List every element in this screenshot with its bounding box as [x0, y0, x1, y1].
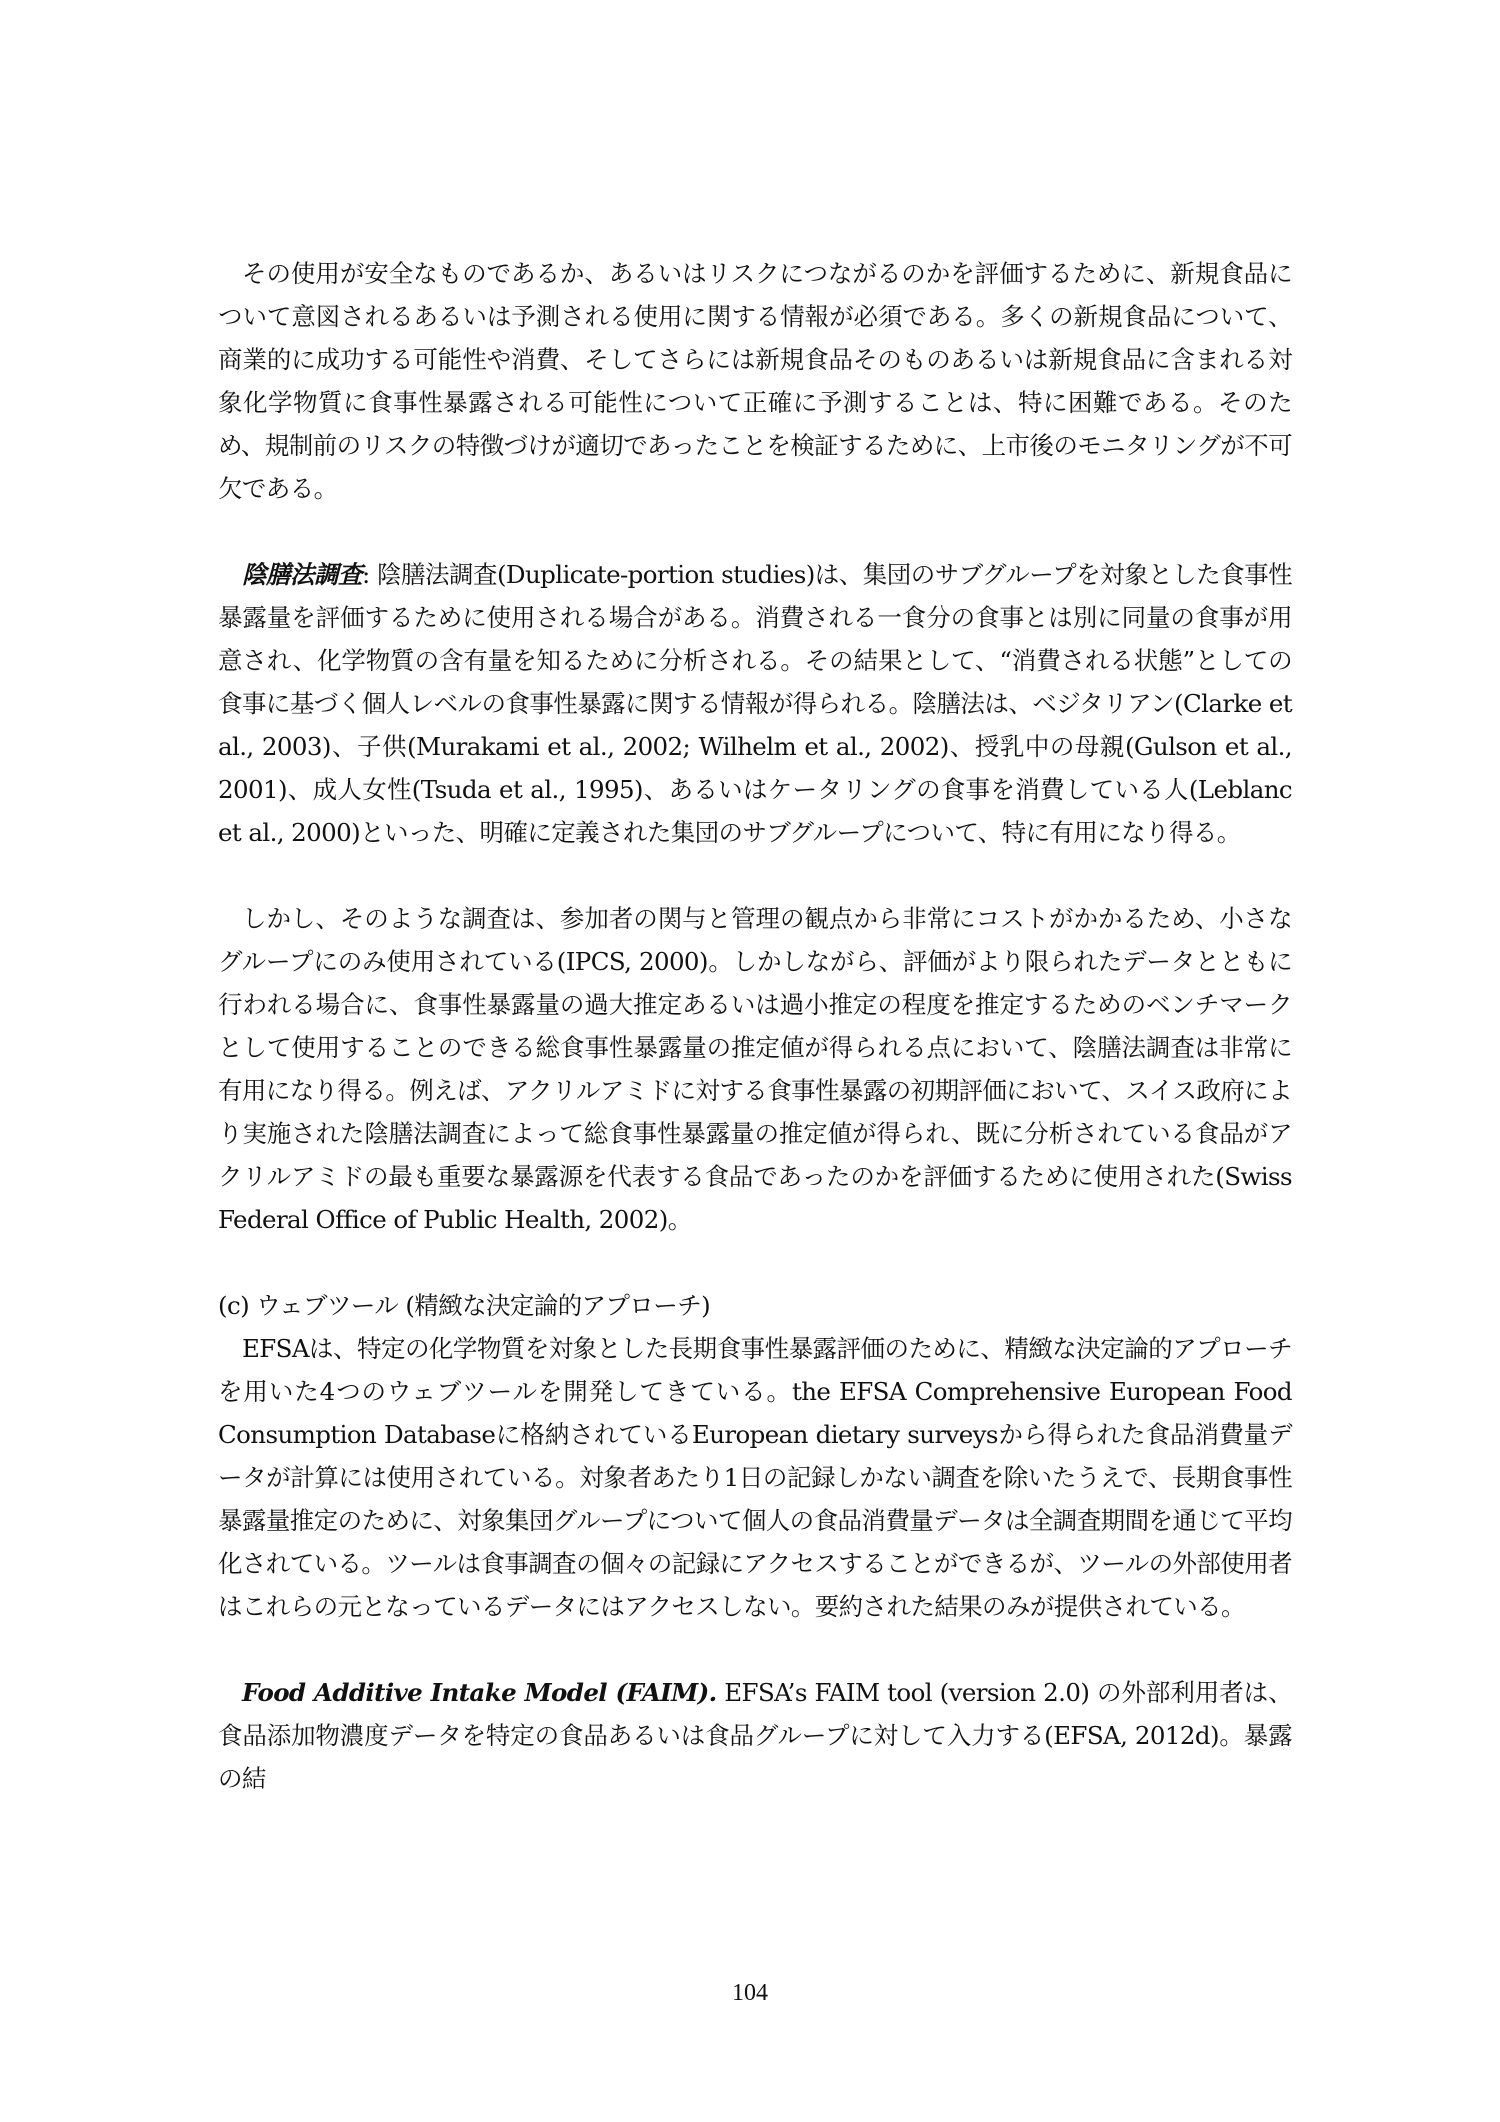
- paragraph-duplicate-portion: [218, 553, 1292, 854]
- paragraph-gap: [218, 510, 1292, 553]
- paragraph-faim: [218, 1671, 1292, 1800]
- section-heading-web-tools: (c) ウェブツール (精緻な決定論的アプローチ): [218, 1291, 711, 1320]
- body-text: [218, 252, 1292, 1800]
- paragraph-gap: [218, 854, 1292, 897]
- page-number: 104: [732, 1980, 768, 2006]
- paragraph-cost-benchmark: しかし、そのような調査は、参加者の関与と管理の観点から非常にコストがかかるため、小さなグループにのみ使用されている(IPCS, 2000)。しかしながら、評価がより限られたデータとともに行われる場合に、食事性暴露量の過大推定あるいは過小推定の程度を推定するためのベンチマークとして使用することのできる総食事性暴露量の推定値が得られる点において、陰膳法調査は非常に有用になり得る。例えば、アクリルアミドに対する食事性暴露の初期評価において、スイス政府により実施された陰膳法調査によって総食事性暴露量の推定値が得られ、既に分析されている食品がアクリルアミドの最も重要な暴露源を代表する食品であったのかを評価するために使用された(Swiss Federal Office of Public Health, 2002)。: [218, 904, 1292, 1234]
- paragraph-efsa-web-tools: EFSAは、特定の化学物質を対象とした長期食事性暴露評価のために、精緻な決定論的アプローチを用いた4つのウェブツールを開発してきている。the EFSA Comprehensive European Food Consumption Databaseに格納されているEuropean dietary surveysから得られた食品消費量データが計算には使用されている。対象者あたり1日の記録しかない調査を除いたうえで、長期食事性暴露量推定のために、対象集団グループについて個人の食品消費量データは全調査期間を通じて平均化されている。ツールは食事調査の個々の記録にアクセスすることができるが、ツールの外部使用者はこれらの元となっているデータにはアクセスしない。要約された結果のみが提供されている。: [218, 1334, 1292, 1621]
- paragraph-novel-food-monitoring: その使用が安全なものであるか、あるいはリスクにつながるのかを評価するために、新規食品について意図されるあるいは予測される使用に関する情報が必須である。多くの新規食品について、商業的に成功する可能性や消費、そしてさらには新規食品そのものあるいは新規食品に含まれる対象化学物質に食事性暴露される可能性について正確に予測することは、特に困難である。そのため、規制前のリスクの特徴づけが適切であったことを検証するために、上市後のモニタリングが不可欠である。: [218, 259, 1292, 503]
- paragraph-lead-term: 陰膳法調査: [242, 560, 363, 589]
- paragraph-text: : 陰膳法調査(Duplicate-portion studies)は、集団のサブグループを対象とした食事性暴露量を評価するために使用される場合がある。消費される一食分の食事とは別に同量の食事が用意され、化学物質の含有量を知るために分析される。その結果として、“消費される状態”としての食事に基づく個人レベルの食事性暴露に関する情報が得られる。陰膳法は、ベジタリアン(Clarke et al., 2003)、子供(Murakami et al., 2002; Wilhelm et al., 2002)、授乳中の母親(Gulson et al., 2001)、成人女性(Tsuda et al., 1995)、あるいはケータリングの食事を消費している人(Leblanc et al., 2000)といった、明確に定義された集団のサブグループについて、特に有用になり得る。: [218, 560, 1292, 847]
- paragraph-lead-term: Food Additive Intake Model (FAIM).: [242, 1678, 717, 1707]
- paragraph-gap: [218, 1241, 1292, 1284]
- paragraph-text: EFSA’s FAIM tool (version 2.0) の外部利用者は、食品添加物濃度データを特定の食品あるいは食品グループに対して入力する(EFSA, 2012d)。暴露の結: [218, 1678, 1292, 1793]
- paragraph-gap: [218, 1628, 1292, 1671]
